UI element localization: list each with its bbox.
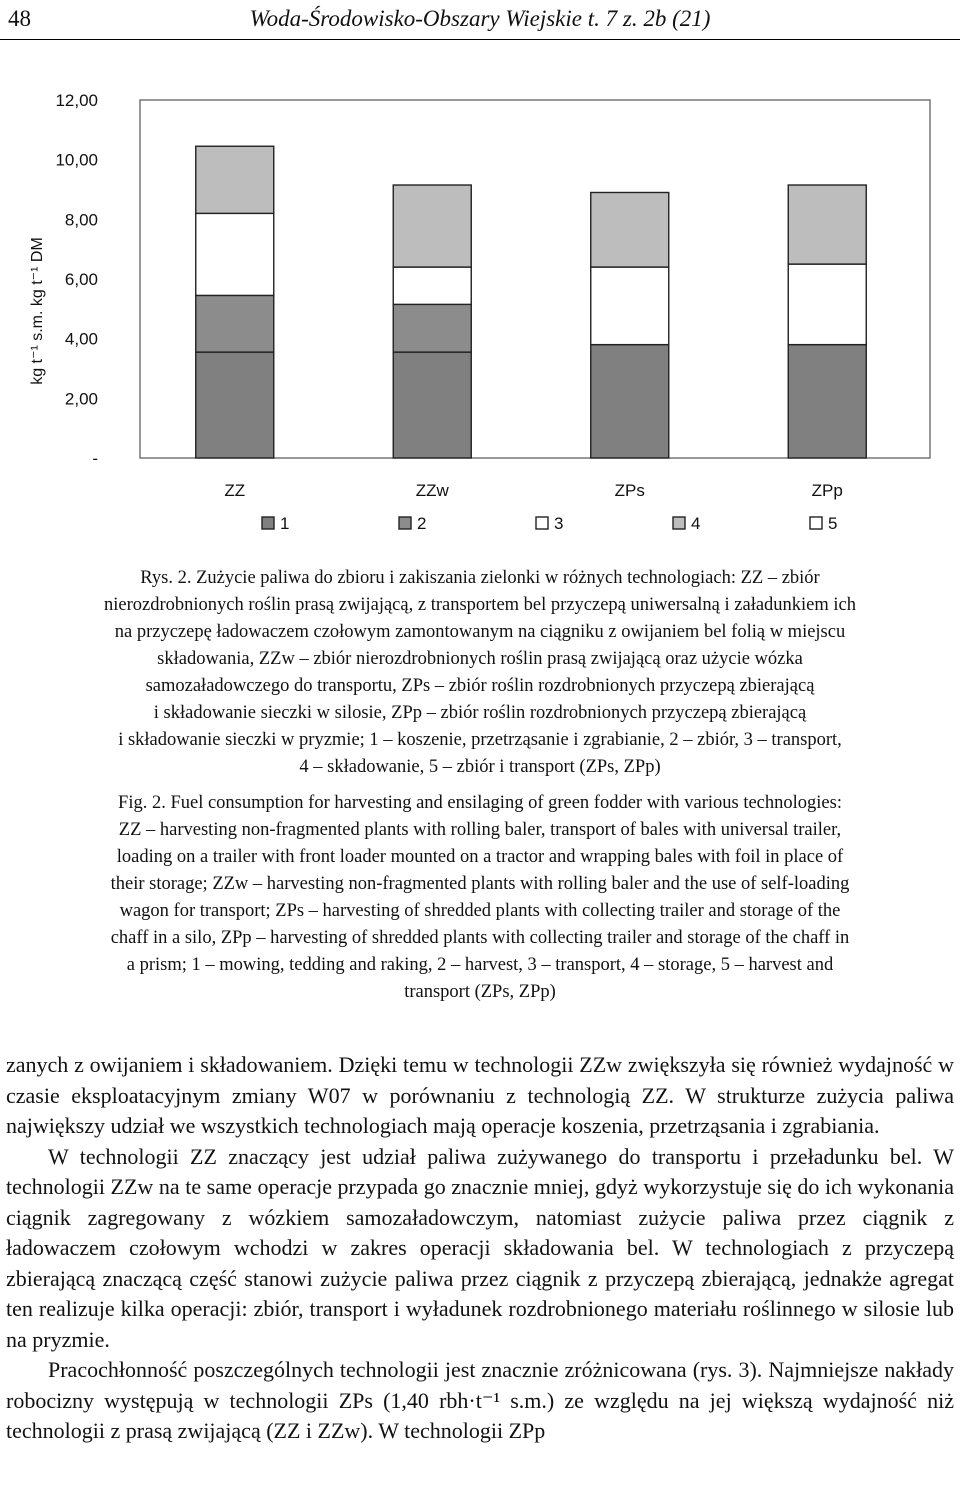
bar-segment-ZZw-series-3 xyxy=(393,267,471,304)
legend-swatch-2 xyxy=(399,517,411,529)
bar-segment-ZZw-series-2 xyxy=(393,304,471,352)
caption-line: chaff in a silo, ZPp – harvesting of shredded plants with collecting trailer and storage of the chaff in xyxy=(110,928,850,948)
bar-segment-ZZw-series-4 xyxy=(393,185,471,267)
caption-line: i składowanie sieczki w silosie, ZPp – zbiór roślin rozdrobnionych przyczepą zbierającą xyxy=(153,703,807,723)
bar-segment-ZPs-series-3 xyxy=(591,267,669,345)
figure-caption-en xyxy=(6,790,954,1006)
caption-line: składowania, ZZw – zbiór nierozdrobnionych roślin prasą zwijającą oraz użycie wózka xyxy=(157,649,803,669)
caption-line: i składowanie sieczki w pryzmie; 1 – koszenie, przetrząsanie i zgrabianie, 2 – zbiór, 3 – transport, xyxy=(118,730,842,750)
legend-label: 4 xyxy=(691,514,701,533)
x-tick-label: ZPp xyxy=(811,481,843,500)
legend-swatch-5 xyxy=(810,517,822,529)
y-tick-label: 6,00 xyxy=(64,270,98,289)
bar-segment-ZZ-series-1 xyxy=(196,352,274,458)
caption-line: na przyczepę ładowaczem czołowym zamontowanym na ciągniku z owijaniem bel folią w miejscu xyxy=(114,622,846,642)
bar-segment-ZZ-series-3 xyxy=(196,213,274,295)
legend-label: 2 xyxy=(417,514,427,533)
y-tick-label: 12,00 xyxy=(55,91,98,110)
stacked-bar-chart xyxy=(0,60,960,560)
legend-label: 3 xyxy=(554,514,564,533)
legend-label: 1 xyxy=(280,514,290,533)
y-axis-label: kg t⁻¹ s.m. kg t⁻¹ DM xyxy=(29,237,46,385)
page-header xyxy=(0,0,960,44)
caption-line: nierozdrobnionych roślin prasą zwijającą, z transportem bel przyczepą uniwersalną i załadunkiem ich xyxy=(103,595,857,615)
bar-segment-ZZw-series-1 xyxy=(393,352,471,458)
body-paragraph-1: zanych z owijaniem i składowaniem. Dzięki temu w technologii ZZw zwiększyła się również wydajność w czasie eksploatacyjnym zmiany W07 w porównaniu z technologią ZZ. W strukturze zużycia paliwa największy udział we wszystkich technologiach mają operacje koszenia, przetrząsania i zgrabiania. xyxy=(6,1052,954,1138)
bar-segment-ZPs-series-4 xyxy=(591,192,669,267)
y-tick-label: 10,00 xyxy=(55,150,98,170)
caption-line: wagon for transport; ZPs – harvesting of shredded plants with collecting trailer and storage of the xyxy=(119,901,841,921)
caption-line: their storage; ZZw – harvesting non-fragmented plants with rolling baler and the use of self-loading xyxy=(110,874,850,894)
x-tick-label: ZZ xyxy=(224,481,246,500)
bar-segment-ZPp-series-1 xyxy=(788,345,866,458)
header-rule xyxy=(0,39,960,40)
y-tick-label: 4,00 xyxy=(64,329,98,349)
legend-swatch-4 xyxy=(673,517,685,529)
caption-line: a prism; 1 – mowing, tedding and raking, 2 – harvest, 3 – transport, 4 – storage, 5 – harvest and xyxy=(126,955,834,975)
y-tick-label: - xyxy=(92,449,98,468)
caption-line: transport (ZPs, ZPp) xyxy=(404,982,556,1002)
legend-label: 5 xyxy=(828,514,838,533)
x-tick-label: ZZw xyxy=(415,481,449,500)
caption-line: Rys. 2. Zużycie paliwa do zbioru i zakiszania zielonki w różnych technologiach: ZZ – zbiór xyxy=(140,568,820,588)
y-tick-label: 2,00 xyxy=(64,389,98,409)
body-paragraph-3: Pracochłonność poszczególnych technologii jest znacznie zróżnicowana (rys. 3). Najmniejsze nakłady robocizny występują w technologii ZPs (1,40 rbh·t⁻¹ s.m.) ze względu na jej większą wydajność niż technologii z prasą zwijającą (ZZ i ZZw). W technologii ZPp xyxy=(6,1357,954,1443)
body-paragraph-2: W technologii ZZ znaczący jest udział paliwa zużywanego do transportu i przeładunku bel. W technologii ZZw na te same operacje przypada go znacznie mniej, gdyż wykorzystuje się do ich wykonania ciągnik zagregowany z wózkiem samozaładowczym, natomiast zużycie paliwa przez ciągnik z ładowaczem czołowym wchodzi w zakres operacji składowania bel. W technologiach z przyczepą zbierającą znaczącą część stanowi zużycie paliwa przez ciągnik z przyczepą zbierającą, jednakże agregat ten realizuje kilka operacji: zbiór, transport i wyładunek rozdrobnionego materiału roślinnego w silosie lub na pryzmie. xyxy=(6,1143,954,1352)
caption-line: loading on a trailer with front loader mounted on a tractor and wrapping bales with foil in place of xyxy=(116,847,844,867)
x-tick-label: ZPs xyxy=(614,481,645,500)
caption-line: 4 – składowanie, 5 – zbiór i transport (ZPs, ZPp) xyxy=(299,757,661,777)
bar-segment-ZZ-series-4 xyxy=(196,146,274,213)
bar-segment-ZPp-series-3 xyxy=(788,264,866,345)
legend-swatch-1 xyxy=(262,517,274,529)
caption-line: Fig. 2. Fuel consumption for harvesting and ensilaging of green fodder with various technologies: xyxy=(118,793,842,813)
journal-title: Woda-Środowisko-Obszary Wiejskie t. 7 z. 2b (21) xyxy=(249,6,711,31)
legend-swatch-3 xyxy=(536,517,548,529)
y-tick-label: 8,00 xyxy=(64,210,98,230)
bar-segment-ZPs-series-1 xyxy=(591,345,669,458)
bar-segment-ZZ-series-2 xyxy=(196,295,274,352)
bar-segment-ZPp-series-4 xyxy=(788,185,866,264)
body-text xyxy=(6,1050,954,1447)
figure-caption-pl xyxy=(6,565,954,781)
caption-line: samozaładowczego do transportu, ZPs – zbiór roślin rozdrobnionych przyczepą zbierającą xyxy=(145,676,815,696)
caption-line: ZZ – harvesting non-fragmented plants with rolling baler, transport of bales with universal trailer, xyxy=(118,820,842,840)
page-number: 48 xyxy=(8,6,31,31)
